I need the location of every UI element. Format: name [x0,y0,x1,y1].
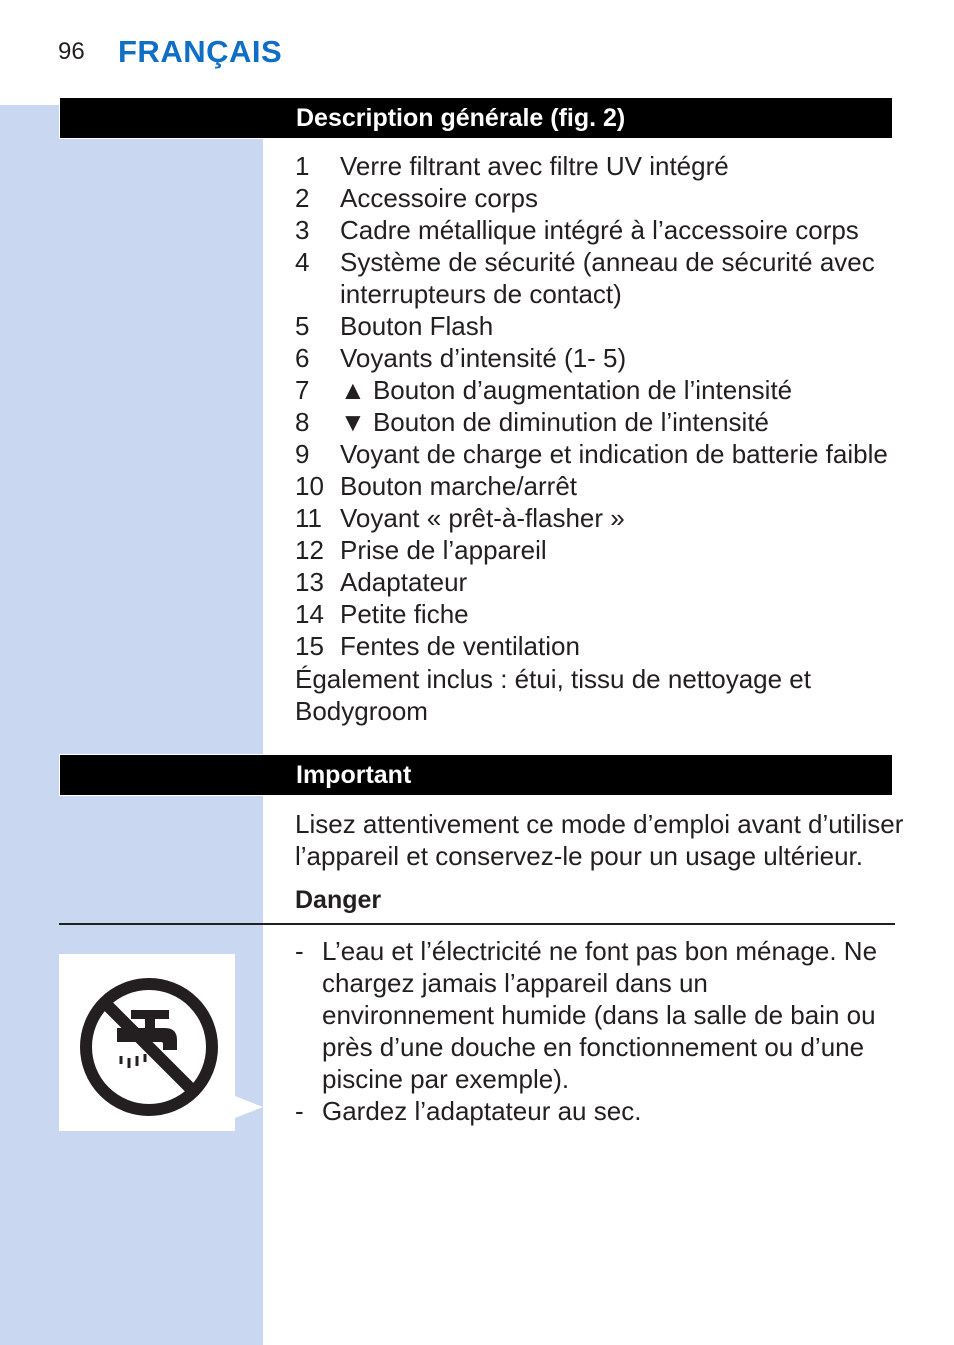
item-number: 15 [295,631,324,661]
list-item [295,935,885,1095]
list-item [295,438,888,470]
item-number: 7 [295,375,310,405]
also-included-note: Également inclus : étui, tissu de nettoyage et Bodygroom [295,664,811,726]
item-text: Voyant de charge et indication de batterie faible [340,439,888,469]
item-text: Accessoire corps [340,183,538,213]
item-text: Voyants d’intensité (1- 5) [340,343,627,373]
list-item [295,598,888,630]
list-item [295,182,888,214]
danger-heading: Danger [295,886,382,914]
list-item [295,150,888,182]
icon-pointer [235,1096,263,1118]
item-text: Gardez l’adaptateur au sec. [322,1096,642,1126]
page-number: 96 [58,38,85,65]
list-item [295,470,888,502]
item-number: 2 [295,183,310,213]
item-text: ▼ Bouton de diminution de l’intensité [340,407,769,437]
item-text: Prise de l’appareil [340,535,547,565]
item-text: Petite fiche [340,599,469,629]
dash-bullet: - [295,1096,304,1126]
item-number: 1 [295,151,310,181]
item-text: Bouton marche/arrêt [340,471,578,501]
no-water-tap-icon [59,954,235,1131]
item-text: L’eau et l’électricité ne font pas bon ménage. Ne chargez jamais l’appareil dans un environnement humide (dans la salle de bain ou près d’une douche en fonctionnement ou d’une piscine par exemple). [322,936,878,1094]
section-title: Important [296,761,412,789]
item-number: 5 [295,311,310,341]
list-item [295,630,888,662]
list-item [295,374,888,406]
item-text: Fentes de ventilation [340,631,580,661]
page-sidebar [0,105,263,1345]
item-number: 9 [295,439,310,469]
warning-icon-box [59,954,235,1131]
parts-list [295,150,888,662]
list-item [295,534,888,566]
item-text: Adaptateur [340,567,468,597]
item-number: 14 [295,599,324,629]
item-text: Cadre métallique intégré à l’accessoire corps [340,215,859,245]
list-item [295,342,888,374]
item-text: Verre filtrant avec filtre UV intégré [340,151,729,181]
item-text: Système de sécurité (anneau de sécurité avec interrupteurs de contact) [340,247,875,309]
list-item [295,566,888,598]
important-paragraph: Lisez attentivement ce mode d’emploi avant d’utiliser l’appareil et conservez-le pour un usage ultérieur. [295,809,904,871]
list-item [295,214,888,246]
item-number: 6 [295,343,310,373]
item-number: 13 [295,567,324,597]
dash-bullet: - [295,936,304,966]
list-item [295,310,888,342]
item-number: 12 [295,535,324,565]
item-number: 4 [295,247,310,277]
list-item [295,246,875,310]
item-number: 10 [295,471,324,501]
list-item [295,406,888,438]
item-text: ▲ Bouton d’augmentation de l’intensité [340,375,793,405]
section-header-important [59,754,893,796]
danger-list [295,935,885,1127]
divider [59,923,895,925]
section-header-general-description [59,97,893,139]
item-text: Voyant « prêt-à-flasher » [340,503,625,533]
list-item [295,1095,885,1127]
item-text: Bouton Flash [340,311,494,341]
section-title: Description générale (fig. 2) [296,104,626,132]
list-item [295,502,888,534]
item-number: 8 [295,407,310,437]
item-number: 3 [295,215,310,245]
item-number: 11 [295,503,322,533]
language-title: FRANÇAIS [118,34,283,69]
